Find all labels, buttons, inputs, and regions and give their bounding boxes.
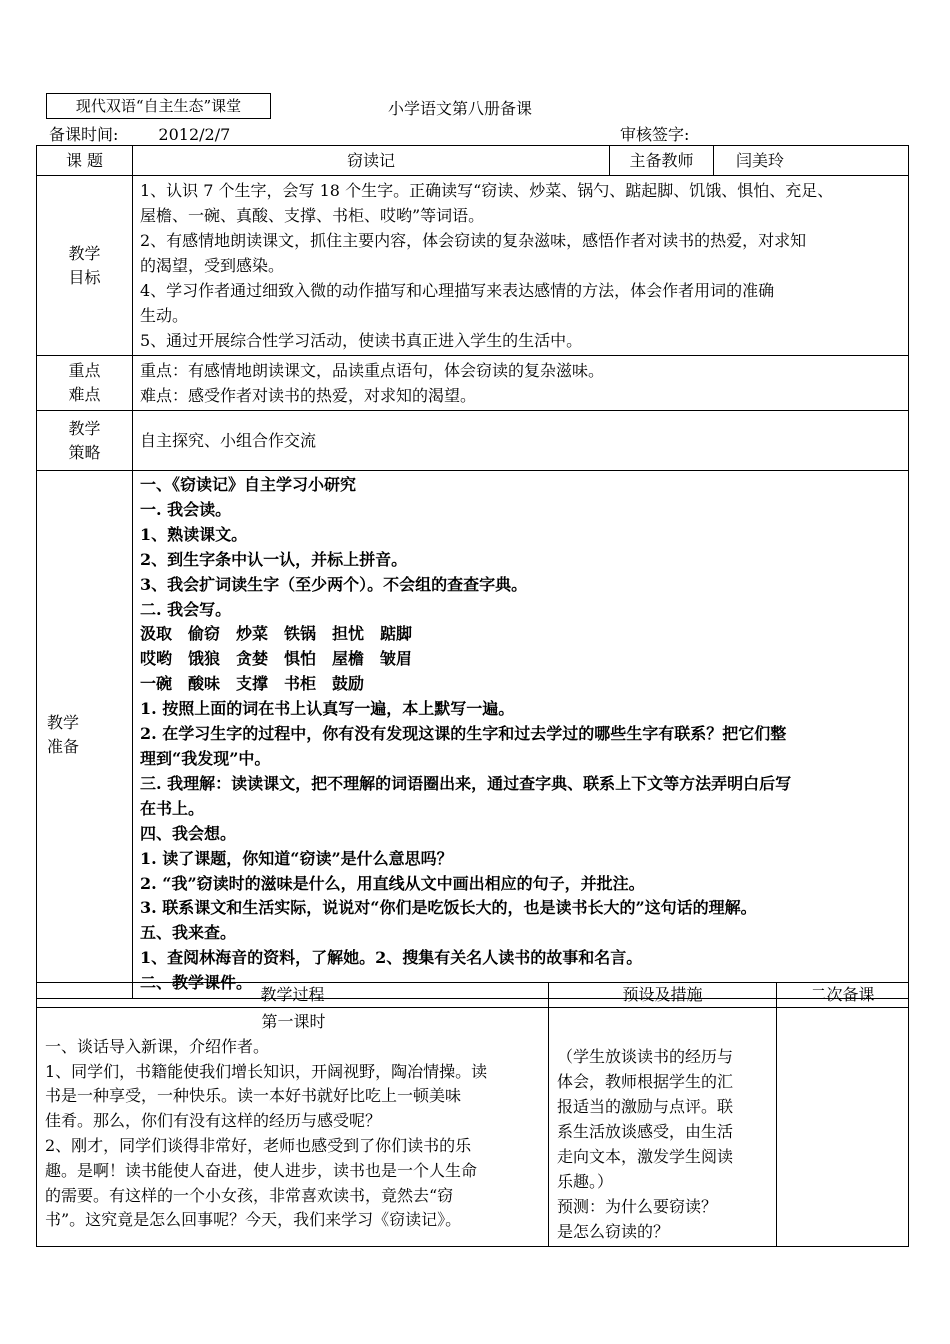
measure-line: 体会，教师根据学生的汇 — [557, 1072, 734, 1091]
goals-content — [133, 176, 909, 356]
goal-line: 屋檐、一碗、真酸、支撑、书柜、哎哟”等词语。 — [140, 206, 485, 225]
prep-line: 1、熟读课文。 — [140, 524, 248, 544]
prep-line: 2. 在学习生字的过程中，你有没有发现这课的生字和过去学过的哪些生字有联系？把它们整 — [140, 724, 787, 744]
process-line: 书”。这究竟是怎么回事呢？今天，我们来学习《窃读记》。 — [45, 1210, 462, 1230]
measures-content — [549, 1008, 777, 1247]
lesson-plan-table — [36, 145, 909, 999]
process-line: 佳肴。那么，你们有没有这样的经历与感受呢？ — [45, 1111, 382, 1131]
col-second: 二次备课 — [777, 983, 909, 1008]
process-line: 趣。是啊！读书能使人奋进，使人进步，读书也是一个人生命 — [45, 1160, 478, 1180]
key-points-row — [37, 356, 909, 411]
goals-label — [37, 176, 133, 356]
prep-line: 哎哟 饿狼 贪婪 惧怕 屋檐 皱眉 — [140, 649, 413, 669]
prep-line: 3、我会扩词读生字（至少两个）。不会组的查查字典。 — [140, 574, 528, 594]
goal-line: 1、认识 7 个生字，会写 18 个生字。正确读写“窃读、炒菜、锅勺、踮起脚、饥饿、惧怕、充足、 — [140, 181, 834, 200]
prep-label-line: 准备 — [47, 736, 80, 756]
process-header-row — [37, 983, 909, 1008]
prep-line: 五、我来查。 — [140, 923, 237, 943]
topic-value: 窃读记 — [133, 146, 610, 176]
process-line: 书是一种享受，一种快乐。读一本好书就好比吃上一顿美味 — [45, 1086, 462, 1106]
prep-line: 在书上。 — [140, 798, 205, 818]
process-line: 2、刚才，同学们谈得非常好，老师也感受到了你们读书的乐 — [45, 1135, 472, 1155]
prep-time-value: 2012/2/7 — [158, 125, 231, 144]
strategy-label — [37, 411, 133, 471]
prep-line: 一、《窃读记》自主学习小研究 — [140, 475, 357, 494]
prep-line: 三. 我理解：读读课文，把不理解的词语圈出来，通过查字典、联系上下文等方法弄明白后写 — [140, 773, 792, 793]
prep-time — [49, 122, 230, 145]
key-points-label — [37, 356, 133, 411]
key-points-content — [133, 356, 909, 411]
goal-line: 4、学习作者通过细致入微的动作描写和心理描写来表达感情的方法，体会作者用词的准确 — [140, 281, 775, 300]
second-prep-cell — [777, 1008, 909, 1247]
measure-line: （学生放谈读书的经历与 — [557, 1047, 734, 1066]
measure-line: 系生活放谈感受，由生活 — [557, 1122, 734, 1141]
strategy-label-line: 教学 — [68, 418, 101, 438]
col-process: 教学过程 — [37, 983, 549, 1008]
process-line: 一、谈话导入新课，介绍作者。 — [45, 1036, 270, 1056]
strategy-row — [37, 411, 909, 471]
prep-line: 1. 读了课题，你知道“窃读”是什么意思吗？ — [140, 848, 453, 868]
prep-line: 一碗 酸味 支撑 书柜 鼓励 — [140, 674, 365, 694]
strategy-value: 自主探究、小组合作交流 — [133, 411, 909, 471]
goal-line: 的渴望，受到感染。 — [140, 256, 285, 275]
teaching-process-table — [36, 982, 909, 1247]
goal-line: 生动。 — [140, 306, 189, 325]
prep-label-line: 教学 — [47, 712, 80, 732]
process-content — [37, 1008, 549, 1247]
prep-line: 1. 按照上面的词在书上认真写一遍，本上默写一遍。 — [140, 699, 515, 719]
review-signature-label: 审核签字: — [620, 125, 690, 144]
process-body-row — [37, 1008, 909, 1247]
key-point-line: 难点：感受作者对读书的热爱，对求知的渴望。 — [140, 386, 477, 405]
topic-label: 课 题 — [37, 146, 133, 176]
prep-line: 四、我会想。 — [140, 823, 237, 843]
key-label-line: 难点 — [68, 385, 101, 404]
prep-line: 3. 联系课文和生活实际，说说对“你们是吃饭长大的，也是读书长大的”这句话的理解。 — [140, 898, 757, 918]
goal-line: 2、有感情地朗读课文，抓住主要内容，体会窃读的复杂滋味，感悟作者对读书的热爱，对求知 — [140, 231, 807, 250]
goals-label-line: 目标 — [68, 267, 101, 287]
key-point-line: 重点：有感情地朗读课文，品读重点语句，体会窃读的复杂滋味。 — [140, 361, 605, 380]
brand-box: 现代双语“自主生态”课堂 — [46, 93, 271, 119]
lesson-title: 第一课时 — [261, 1012, 326, 1031]
prep-time-label: 备课时间: — [49, 125, 119, 144]
preparation-content — [133, 471, 909, 999]
process-line: 的需要。有这样的一个小女孩，非常喜欢读书，竟然去“窃 — [45, 1185, 454, 1205]
key-label-line: 重点 — [68, 361, 101, 380]
prep-line: 理到“我发现”中。 — [140, 748, 271, 768]
page-title: 小学语文第八册备课 — [388, 99, 533, 118]
col-measures: 预设及措施 — [549, 983, 777, 1008]
preparation-row — [37, 471, 909, 999]
prep-line: 2、到生字条中认一认，并标上拼音。 — [140, 549, 408, 569]
process-line: 1、同学们，书籍能使我们增长知识，开阔视野，陶冶情操。读 — [45, 1061, 488, 1081]
measure-line: 是怎么窃读的？ — [557, 1222, 670, 1241]
strategy-label-line: 策略 — [68, 442, 101, 462]
goal-line: 5、通过开展综合性学习活动，使读书真正进入学生的生活中。 — [140, 331, 583, 350]
teacher-value: 闫美玲 — [714, 146, 909, 176]
measure-line: 走向文本，激发学生阅读 — [557, 1147, 734, 1166]
prep-line: 一. 我会读。 — [140, 499, 232, 519]
prep-line: 1、查阅林海音的资料，了解她。2、搜集有关名人读书的故事和名言。 — [140, 948, 643, 968]
prep-line: 二. 我会写。 — [140, 599, 232, 619]
goals-label-line: 教学 — [68, 243, 101, 263]
topic-row — [37, 146, 909, 176]
goals-row — [37, 176, 909, 356]
teacher-label: 主备教师 — [610, 146, 714, 176]
measure-line: 乐趣。） — [557, 1172, 614, 1191]
prep-line: 汲取 偷窃 炒菜 铁锅 担忧 踮脚 — [140, 624, 413, 644]
preparation-label — [37, 471, 133, 999]
measure-line: 报适当的激励与点评。联 — [557, 1097, 734, 1116]
prep-line: 2. “我”窃读时的滋味是什么，用直线从文中画出相应的句子，并批注。 — [140, 873, 645, 893]
measure-line: 预测：为什么要窃读？ — [557, 1197, 718, 1216]
prep-line: 二、教学课件。 — [140, 973, 253, 993]
